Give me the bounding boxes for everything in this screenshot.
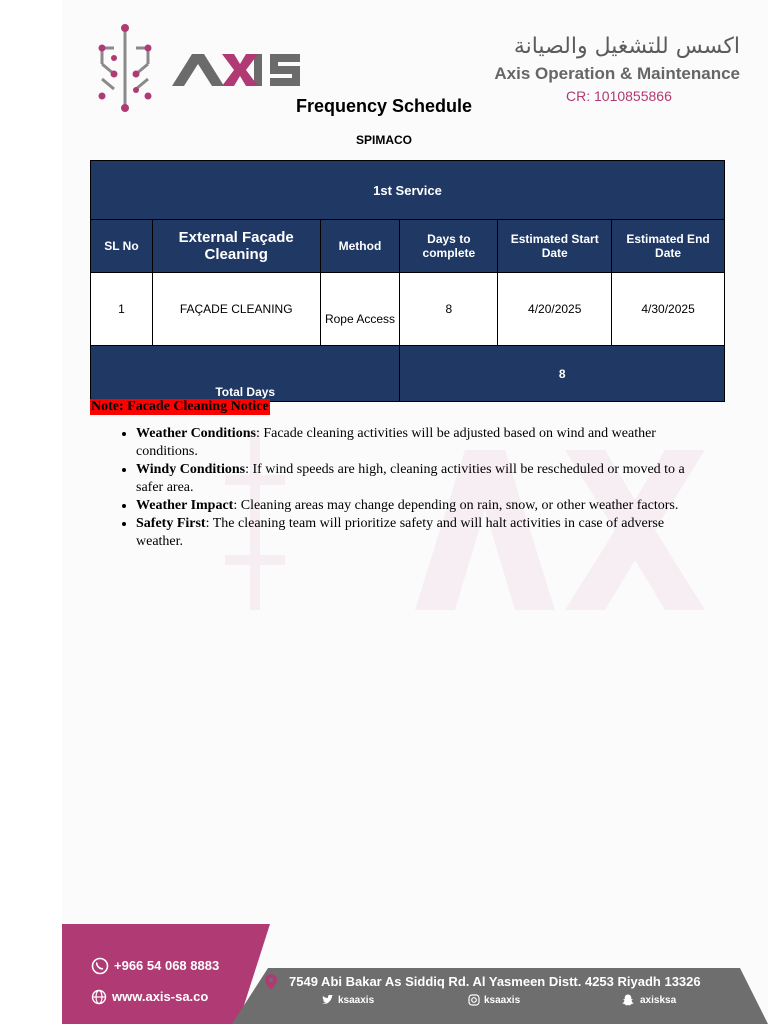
cell-method: Rope Access: [320, 273, 400, 346]
service-row: [91, 161, 725, 220]
list-item: [136, 497, 696, 515]
cell-end-date: 4/30/2025: [612, 273, 725, 346]
frequency-schedule-table: [90, 160, 725, 402]
document-title: Frequency Schedule: [295, 96, 473, 116]
item-title: Windy Conditions: [136, 462, 246, 477]
snapchat-icon: [622, 994, 634, 1006]
column-header: External Façade Cleaning: [152, 220, 320, 273]
item-text: : If wind speeds are high, cleaning activities will be rescheduled or moved to a safer area.: [136, 462, 685, 495]
footer-snapchat: axisksa: [640, 995, 677, 1006]
item-title: Weather Conditions: [136, 426, 256, 441]
service-label: 1st Service: [91, 161, 725, 220]
table-row: [91, 273, 725, 346]
item-text: : Cleaning areas may change depending on rain, snow, or other weather factors.: [233, 498, 679, 513]
notice-heading: Note: Facade Cleaning Notice: [91, 399, 269, 414]
location-pin-icon: [265, 974, 277, 990]
company-name-english: Axis Operation & Maintenance: [494, 64, 740, 83]
whatsapp-icon: [91, 957, 109, 975]
item-text: : Facade cleaning activities will be adjusted based on wind and weather conditions.: [136, 426, 656, 459]
column-header: SL No: [91, 220, 153, 273]
list-item: [136, 461, 696, 497]
item-text: : The cleaning team will prioritize safety and will halt activities in case of adverse weather.: [136, 516, 665, 549]
table-header-row: [91, 220, 725, 273]
total-days-value: 8: [400, 346, 725, 402]
item-title: Weather Impact: [136, 498, 234, 513]
footer-website: www.axis-sa.co: [112, 989, 209, 1004]
total-row: [91, 346, 725, 402]
cell-task: FAÇADE CLEANING: [152, 273, 320, 346]
list-item: [136, 425, 696, 461]
cell-start-date: 4/20/2025: [498, 273, 612, 346]
cell-days: 8: [400, 273, 498, 346]
company-name-arabic: اكسس للتشغيل والصيانة: [513, 34, 740, 59]
column-header: Method: [320, 220, 400, 273]
item-title: Safety First: [136, 516, 206, 531]
list-item: [136, 515, 696, 551]
cr-number: CR: 1010855866: [566, 88, 672, 104]
column-header: Estimated Start Date: [498, 220, 612, 273]
twitter-icon: [322, 995, 334, 1005]
footer-address: 7549 Abi Bakar As Siddiq Rd. Al Yasmeen Distt. 4253 Riyadh 13326: [289, 974, 701, 989]
page-footer: [62, 924, 768, 1024]
client-name: SPIMACO: [355, 133, 412, 147]
total-days-label: Total Days: [91, 346, 400, 402]
footer-instagram: ksaaxis: [484, 995, 521, 1006]
column-header: Days to complete: [400, 220, 498, 273]
notice-list: [114, 425, 696, 551]
cell-sl: 1: [91, 273, 153, 346]
globe-icon: [91, 989, 107, 1005]
column-header: Estimated End Date: [612, 220, 725, 273]
instagram-icon: [468, 994, 480, 1006]
footer-twitter: ksaaxis: [338, 995, 375, 1006]
footer-phone: +966 54 068 8883: [114, 958, 220, 973]
